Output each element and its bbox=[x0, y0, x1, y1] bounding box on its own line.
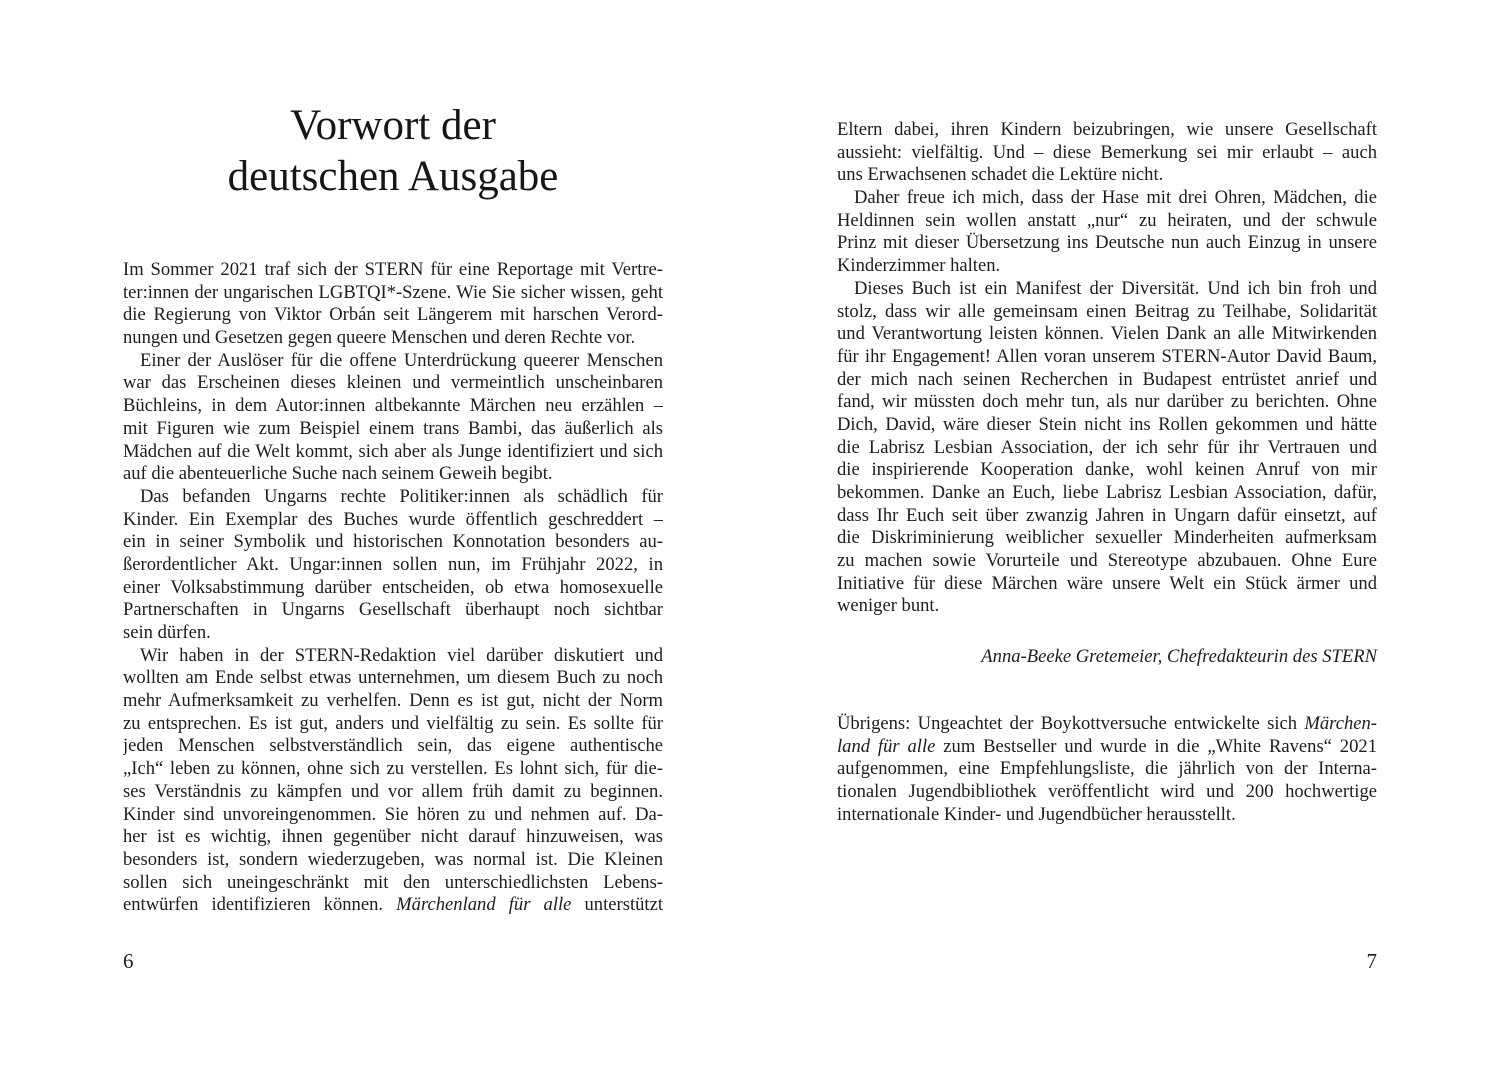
text-line bbox=[123, 690, 663, 713]
text-line bbox=[123, 350, 663, 373]
text: Daher freue ich mich, dass der Hase mit drei Ohren, Mädchen, die bbox=[854, 187, 1377, 209]
text: ßerordentlicher Akt. Ungar:innen sollen nun, im Frühjahr 2022, in bbox=[123, 553, 663, 575]
text: Eltern dabei, ihren Kindern beizubringen, wie unsere Gesellschaft bbox=[837, 119, 1377, 140]
text-line bbox=[837, 391, 1377, 414]
text-line bbox=[837, 255, 1377, 278]
text: sein dürfen. bbox=[123, 622, 211, 643]
text: die Regierung von Viktor Orbán seit Längerem mit harschen Verord- bbox=[123, 304, 663, 326]
text: her ist es wichtig, ihnen gegenüber nicht darauf hinzuweisen, was bbox=[123, 826, 663, 848]
italic-text: Märchen- bbox=[1304, 712, 1377, 734]
text: Prinz mit dieser Übersetzung ins Deutsche nun auch Einzug in unsere bbox=[837, 232, 1377, 254]
text: für ihr Engagement! Allen voran unserem STERN-Autor David Baum, bbox=[837, 345, 1377, 367]
text-line bbox=[837, 414, 1377, 437]
text: einer Volksabstimmung darüber entscheiden, ob etwa homosexuelle bbox=[123, 576, 663, 598]
text: aussieht: vielfältig. Und – diese Bemerkung sei mir erlaubt – auch bbox=[837, 141, 1377, 163]
paragraph bbox=[123, 259, 663, 350]
text: nungen und Gesetzen gegen queere Menschen und deren Rechte vor. bbox=[123, 327, 636, 349]
text-line bbox=[123, 531, 663, 554]
text-line bbox=[123, 894, 663, 917]
text: sollen sich uneingeschränkt mit den unterschiedlichsten Lebens- bbox=[123, 871, 663, 893]
text-line bbox=[123, 758, 663, 781]
text: Kinder sind unvoreingenommen. Sie hören zu und nehmen auf. Da- bbox=[123, 803, 663, 825]
text-line bbox=[123, 872, 663, 895]
text-line bbox=[837, 505, 1377, 528]
text: Initiative für diese Märchen wäre unsere Welt ein Stück ärmer und bbox=[837, 572, 1377, 594]
text-line bbox=[837, 781, 1377, 804]
text-line bbox=[837, 804, 1377, 827]
text-line bbox=[123, 509, 663, 532]
text: tionalen Jugendbibliothek veröffentlicht wird und 200 hochwertige bbox=[837, 780, 1377, 802]
italic-text: Märchenland für alle bbox=[396, 894, 572, 916]
text-line bbox=[837, 119, 1377, 142]
text: ein in seiner Symbolik und historischen Konnotation besonders au- bbox=[123, 531, 663, 553]
text-line bbox=[123, 645, 663, 668]
text-line bbox=[123, 849, 663, 872]
text-line bbox=[123, 826, 663, 849]
text-line bbox=[123, 554, 663, 577]
paragraph bbox=[123, 350, 663, 486]
text: Einer der Auslöser für die offene Unterdrückung queerer Menschen bbox=[140, 349, 663, 371]
text-line bbox=[837, 459, 1377, 482]
text: Heldinnen sein wollen anstatt „nur“ zu heiraten, und der schwule bbox=[837, 209, 1377, 231]
chapter-title-line-1: Vorwort der bbox=[290, 102, 496, 149]
page-right-postscript bbox=[837, 713, 1377, 826]
text: Mädchen auf die Welt kommt, sich aber als Junge identifiziert und sich bbox=[123, 440, 663, 462]
text-line bbox=[837, 346, 1377, 369]
text-line bbox=[837, 142, 1377, 165]
text-line bbox=[123, 577, 663, 600]
text: fand, wir müssten doch mehr tun, als nur darüber zu berichten. Ohne bbox=[837, 391, 1377, 413]
page-right-body bbox=[837, 119, 1377, 826]
text-line bbox=[837, 164, 1377, 187]
text-line bbox=[837, 482, 1377, 505]
text-line bbox=[837, 278, 1377, 301]
text: internationale Kinder- und Jugendbücher herausstellt. bbox=[837, 803, 1236, 825]
paragraph bbox=[123, 486, 663, 645]
text-line bbox=[837, 595, 1377, 618]
text-line bbox=[837, 301, 1377, 324]
chapter-title-line-2: deutschen Ausgabe bbox=[227, 153, 559, 200]
page-number-left: 6 bbox=[123, 949, 134, 973]
text-line bbox=[123, 282, 663, 305]
text-line bbox=[837, 550, 1377, 573]
text-line bbox=[837, 758, 1377, 781]
text: Dich, David, wäre dieser Stein nicht ins Rollen gekommen und hätte bbox=[837, 413, 1377, 435]
page-number-right: 7 bbox=[1366, 949, 1377, 973]
attribution-line: Anna-Beeke Gretemeier, Chefredakteurin des STERN bbox=[981, 646, 1377, 668]
text: dass Ihr Euch seit über zwanzig Jahren in Ungarn dafür einsetzt, auf bbox=[837, 504, 1377, 526]
text: entwürfen identifizieren können. bbox=[123, 894, 397, 916]
paragraph bbox=[837, 187, 1377, 278]
text-line bbox=[837, 232, 1377, 255]
text: Übrigens: Ungeachtet der Boykottversuche entwickelte sich bbox=[837, 712, 1305, 734]
text: und Verantwortung leisten können. Vielen Dank an alle Mitwirkenden bbox=[837, 323, 1377, 345]
text-line bbox=[837, 369, 1377, 392]
paragraph bbox=[837, 119, 1377, 187]
text-line bbox=[123, 418, 663, 441]
text-line bbox=[837, 527, 1377, 550]
text: mit Figuren wie zum Beispiel einem trans Bambi, das äußerlich als bbox=[123, 417, 663, 439]
paragraph bbox=[123, 645, 663, 917]
text: der mich nach seinen Recherchen in Budapest entrüstet anrief und bbox=[837, 368, 1377, 390]
text: zu entsprechen. Es ist gut, anders und vielfältig zu sein. Es sollte für bbox=[123, 712, 663, 734]
text-line bbox=[123, 486, 663, 509]
text: weniger bunt. bbox=[837, 595, 940, 617]
text-line bbox=[837, 736, 1377, 759]
text: zum Bestseller und wurde in die „White Ravens“ 2021 bbox=[935, 735, 1377, 757]
text: die inspirierende Kooperation danke, wohl keinen Anruf von mir bbox=[837, 459, 1377, 481]
text: mehr Aufmerksamkeit zu verhelfen. Denn es ist gut, nicht der Norm bbox=[123, 690, 663, 712]
text: Partnerschaften in Ungarns Gesellschaft überhaupt noch sichtbar bbox=[123, 599, 663, 621]
text: zu machen sowie Vorurteile und Stereotype abzubauen. Ohne Eure bbox=[837, 550, 1377, 572]
text: die Diskriminierung weiblicher sexueller Minderheiten aufmerksam bbox=[837, 527, 1377, 549]
text: Büchleins, in dem Autor:innen altbekannte Märchen neu erzählen – bbox=[123, 395, 663, 417]
text-line bbox=[123, 599, 663, 622]
text: Wir haben in der STERN-Redaktion viel darüber diskutiert und bbox=[140, 644, 663, 666]
italic-text: land für alle bbox=[837, 735, 936, 757]
page-right-main-text bbox=[837, 119, 1377, 618]
text-line bbox=[837, 713, 1377, 736]
text: Im Sommer 2021 traf sich der STERN für eine Reportage mit Vertre- bbox=[123, 259, 663, 280]
text: die Labrisz Lesbian Association, der ich sehr für ihr Vertrauen und bbox=[837, 436, 1377, 458]
text-line bbox=[123, 372, 663, 395]
text: „Ich“ leben zu können, ohne sich zu verstellen. Es lohnt sich, für die- bbox=[123, 758, 663, 780]
text-line bbox=[123, 304, 663, 327]
text: Das befanden Ungarns rechte Politiker:innen als schädlich für bbox=[140, 485, 663, 507]
text: jeden Menschen selbstverständlich sein, das eigene authentische bbox=[123, 735, 663, 757]
text: wollten am Ende selbst etwas unternehmen, um diesem Buch zu noch bbox=[123, 667, 663, 689]
text: Kinder. Ein Exemplar des Buches wurde öffentlich geschreddert – bbox=[123, 508, 663, 530]
text-line bbox=[123, 735, 663, 758]
text: Kinderzimmer halten. bbox=[837, 255, 1001, 277]
chapter-title bbox=[123, 100, 663, 202]
text-line bbox=[837, 437, 1377, 460]
text-line bbox=[837, 210, 1377, 233]
page-left-body bbox=[123, 259, 663, 917]
text-line bbox=[123, 463, 663, 486]
text-line bbox=[837, 187, 1377, 210]
text: ses Verständnis zu kämpfen und vor allem früh damit zu beginnen. bbox=[123, 780, 663, 802]
text-line bbox=[123, 804, 663, 827]
text-line bbox=[123, 667, 663, 690]
text: uns Erwachsenen schadet die Lektüre nicht. bbox=[837, 164, 1164, 186]
text-line bbox=[123, 441, 663, 464]
paragraph bbox=[837, 278, 1377, 618]
text-line bbox=[837, 573, 1377, 596]
text: unterstützt bbox=[571, 894, 663, 916]
text: bekommen. Danke an Euch, liebe Labrisz Lesbian Association, dafür, bbox=[837, 482, 1377, 503]
text: war das Erscheinen dieses kleinen und vermeintlich unscheinbaren bbox=[123, 372, 663, 394]
text: besonders ist, sondern wiederzugeben, was normal ist. Die Kleinen bbox=[123, 848, 663, 870]
text: stolz, dass wir alle gemeinsam einen Beitrag zu Teilhabe, Solidarität bbox=[837, 300, 1377, 322]
text: aufgenommen, eine Empfehlungsliste, die jährlich von der Interna- bbox=[837, 758, 1377, 780]
text: Dieses Buch ist ein Manifest der Diversität. Und ich bin froh und bbox=[854, 277, 1377, 299]
text-line bbox=[123, 713, 663, 736]
text-line bbox=[123, 327, 663, 350]
text-line bbox=[123, 395, 663, 418]
paragraph bbox=[837, 713, 1377, 826]
text-line bbox=[123, 259, 663, 282]
text: auf die abenteuerliche Suche nach seinem Geweih begibt. bbox=[123, 463, 553, 485]
text-line bbox=[123, 781, 663, 804]
text-line bbox=[837, 323, 1377, 346]
text-line bbox=[123, 622, 663, 645]
text: ter:innen der ungarischen LGBTQI*-Szene. Wie Sie sicher wissen, geht bbox=[123, 281, 663, 303]
